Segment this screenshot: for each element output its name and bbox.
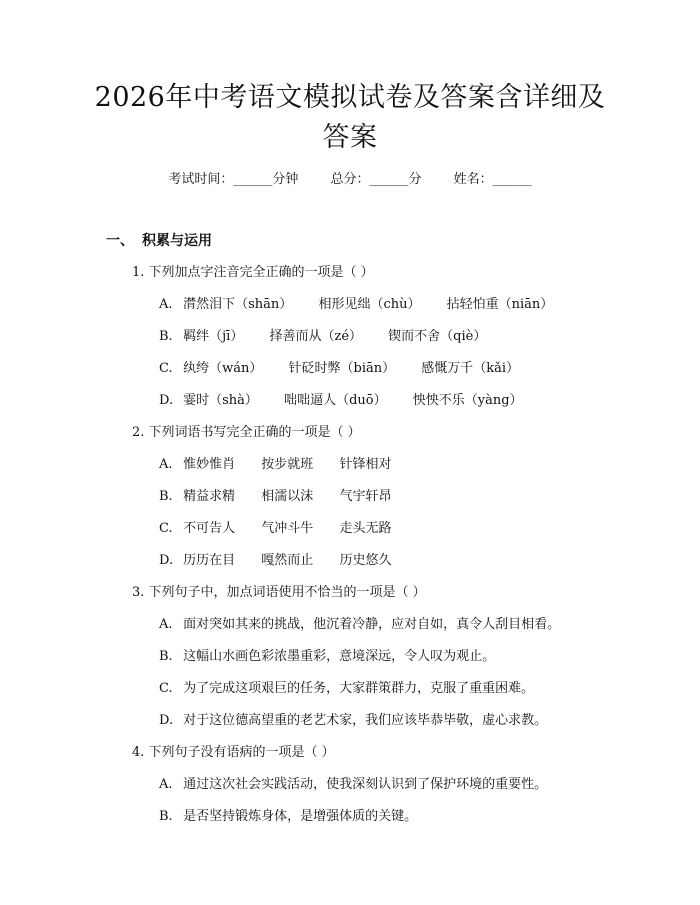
- option-item: 针砭时弊（biān）: [288, 361, 396, 376]
- option-text: 是否坚持锻炼身体，是增强体质的关键。: [183, 809, 418, 824]
- option-letter: A.: [159, 457, 173, 472]
- option-item: 按步就班: [261, 457, 314, 472]
- option-d: [159, 549, 413, 568]
- option-letter: A.: [159, 297, 173, 312]
- exam-time: 考试时间：______分钟: [168, 172, 299, 187]
- option-item: 历历在目: [183, 553, 236, 568]
- option-item: 不可告人: [183, 521, 236, 536]
- option-b: [159, 485, 413, 504]
- exam-meta: [0, 168, 700, 187]
- student-name: 姓名：______: [453, 172, 532, 187]
- option-item: 惟妙惟肖: [183, 457, 236, 472]
- option-item: 历史悠久: [339, 553, 392, 568]
- question-stem: 1. 下列加点字注音完全正确的一项是（ ）: [132, 265, 374, 280]
- option-item: 咄咄逼人（duō）: [284, 393, 387, 408]
- option-text: 面对突如其来的挑战，他沉着冷静，应对自如，真令人刮目相看。: [183, 617, 561, 632]
- option-letter: C.: [159, 521, 173, 536]
- option-b: [159, 645, 495, 664]
- option-letter: B.: [159, 489, 173, 504]
- option-letter: D.: [159, 713, 174, 728]
- option-letter: B.: [159, 329, 173, 344]
- option-item: 走头无路: [339, 521, 392, 536]
- option-a: [159, 773, 547, 792]
- option-letter: D.: [159, 393, 174, 408]
- option-c: [159, 357, 541, 376]
- option-item: 针锋相对: [339, 457, 392, 472]
- page-title: 2026年中考语文模拟试卷及答案含详细及答案: [94, 82, 606, 153]
- section-heading: [106, 230, 212, 250]
- question-stem: 2. 下列词语书写完全正确的一项是（ ）: [132, 425, 361, 440]
- option-text: 为了完成这项艰巨的任务，大家群策群力，克服了重重困难。: [183, 681, 535, 696]
- section-title: 积累与运用: [142, 233, 212, 249]
- option-letter: A.: [159, 777, 173, 792]
- option-text: 通过这次社会实践活动，使我深刻认识到了保护环境的重要性。: [183, 777, 548, 792]
- option-item: 羁绊（jī）: [183, 329, 244, 344]
- option-item: 相形见绌（chù）: [318, 297, 421, 312]
- option-a: [159, 453, 413, 472]
- option-d: [159, 709, 547, 728]
- option-item: 择善而从（zé）: [269, 329, 363, 344]
- option-a: [159, 293, 575, 312]
- option-letter: A.: [159, 617, 173, 632]
- option-item: 精益求精: [183, 489, 236, 504]
- option-b: [159, 325, 508, 344]
- question-stem: 4. 下列句子没有语病的一项是（ ）: [132, 745, 335, 760]
- exam-score: 总分：______分: [330, 172, 422, 187]
- option-b: [159, 805, 417, 824]
- option-item: 气宇轩昂: [339, 489, 392, 504]
- question-stem: 3. 下列句子中，加点词语使用不恰当的一项是（ ）: [132, 585, 426, 600]
- option-item: 气冲斗牛: [261, 521, 314, 536]
- option-item: 感慨万千（kǎi）: [421, 361, 520, 376]
- option-d: [159, 389, 545, 408]
- option-a: [159, 613, 560, 632]
- option-c: [159, 677, 534, 696]
- option-item: 相濡以沫: [261, 489, 314, 504]
- option-text: 这幅山水画色彩浓墨重彩，意境深远，令人叹为观止。: [183, 649, 496, 664]
- option-letter: D.: [159, 553, 174, 568]
- option-text: 对于这位德高望重的老艺术家，我们应该毕恭毕敬，虚心求教。: [183, 713, 548, 728]
- option-item: 潸然泪下（shān）: [183, 297, 293, 312]
- option-item: 纨绔（wán）: [183, 361, 263, 376]
- option-letter: C.: [159, 681, 173, 696]
- option-item: 拈轻怕重（niān）: [446, 297, 554, 312]
- option-letter: B.: [159, 809, 173, 824]
- section-number: 一、: [106, 233, 134, 249]
- option-letter: C.: [159, 361, 173, 376]
- option-item: 嘎然而止: [261, 553, 314, 568]
- option-c: [159, 517, 413, 536]
- option-item: 怏怏不乐（yàng）: [412, 393, 523, 408]
- option-item: 霎时（shà）: [183, 393, 258, 408]
- option-letter: B.: [159, 649, 173, 664]
- option-item: 锲而不舍（qiè）: [388, 329, 487, 344]
